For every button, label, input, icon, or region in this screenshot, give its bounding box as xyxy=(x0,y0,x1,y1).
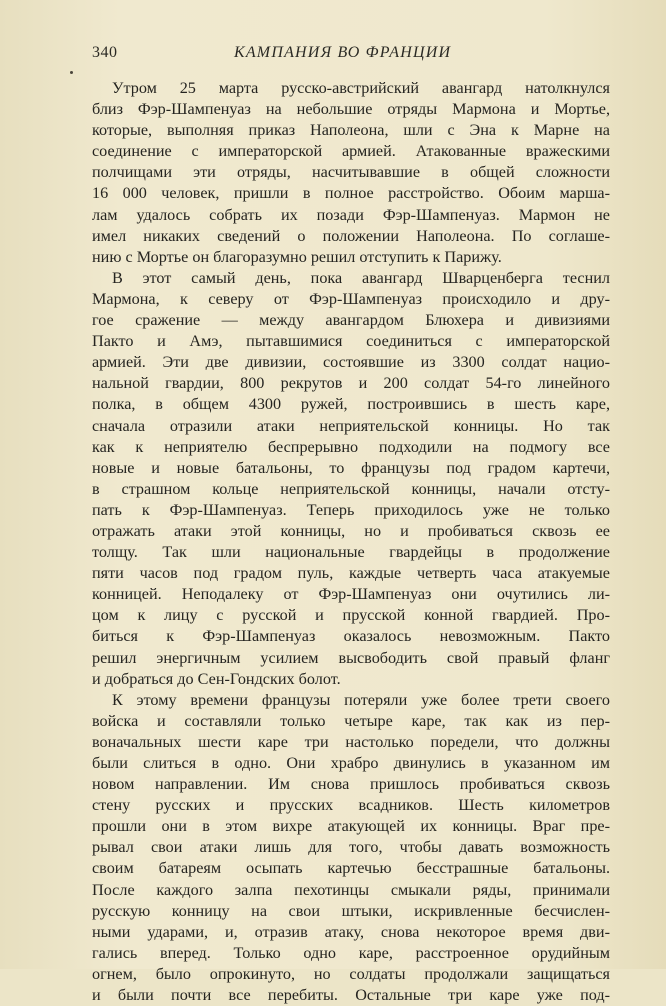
text-line: гались вперед. Только одно каре, расстроенное орудийным xyxy=(92,943,610,962)
text-line: В этот самый день, пока авангард Шварценберга теснил xyxy=(112,268,610,287)
text-line: новые и новые батальоны, то французы под градом картечи, xyxy=(92,458,610,477)
text-line: толщу. Так шли национальные гвардейцы в продолжение xyxy=(92,543,610,562)
text-line: конницей. Неподалеку от Фэр-Шампенуаз они очутились ли- xyxy=(92,585,610,604)
text-line: После каждого залпа пехотинцы смыкали ряды, принимали xyxy=(92,880,610,899)
text-line: гое сражение — между авангардом Блюхера и дивизиями xyxy=(92,311,610,330)
text-line: как к неприятелю беспрерывно подходили на подмогу все xyxy=(92,437,610,456)
text-line: имел никаких сведений о положении Наполеона. По соглаше- xyxy=(92,226,610,245)
text-line: русскую конницу на свои штыки, искривленные бесчислен- xyxy=(92,901,610,920)
text-line: воначальных шести каре три настолько поредели, что должны xyxy=(92,732,610,751)
text-line: которые, выполняя приказ Наполеона, шли с Эна к Марне на xyxy=(92,121,610,140)
text-line: своим батареям осыпать картечью бесстрашные батальоны. xyxy=(92,859,610,878)
text-line: в страшном кольце неприятельской конницы, начали отсту- xyxy=(92,479,610,498)
text-line: войска и составляли только четыре каре, так как из пер- xyxy=(92,711,610,730)
text-line: лам удалось собрать их позади Фэр-Шампенуаз. Мармон не xyxy=(92,205,610,224)
text-line: армией. Эти две дивизии, состоявшие из 3300 солдат нацио- xyxy=(92,353,610,372)
text-line: нию с Мортье он благоразумно решил отступить к Парижу. xyxy=(92,247,502,266)
page-header xyxy=(92,44,612,64)
text-line: ными ударами, и, отразив атаку, снова некоторое время дви- xyxy=(92,922,610,941)
margin-mark xyxy=(70,71,73,74)
page-number: 340 xyxy=(92,44,118,61)
text-line: решил энергичным усилием высвободить свой правый фланг xyxy=(92,648,610,667)
text-line: цом к лицу с русской и прусской конной гвардией. Про- xyxy=(92,606,610,625)
text-line: Пакто и Амэ, пытавшимися соединиться с императорской xyxy=(92,332,610,351)
text-line: прошли они в этом вихре атакующей их конницы. Враг пре- xyxy=(92,817,610,836)
text-line: огнем, было опрокинуто, но солдаты продолжали защищаться xyxy=(92,964,610,983)
text-line: отражать атаки этой конницы, но и пробиваться сквозь ее xyxy=(92,521,610,540)
text-line: новом направлении. Им снова пришлось пробиваться сквозь xyxy=(92,775,610,794)
text-line: биться к Фэр-Шампенуаз оказалось невозможным. Пакто xyxy=(92,627,610,646)
text-line: нальной гвардии, 800 рекрутов и 200 солдат 54-го линейного xyxy=(92,374,610,393)
body-text xyxy=(92,78,610,1006)
text-line: соединение с императорской армией. Атакованные вражескими xyxy=(92,142,610,161)
text-line: Мармона, к северу от Фэр-Шампенуаз происходило и дру- xyxy=(92,289,610,308)
text-line: близ Фэр-Шампенуаз на небольшие отряды Мармона и Мортье, xyxy=(92,100,610,119)
running-title: КАМПАНИЯ ВО ФРАНЦИИ xyxy=(234,44,452,61)
text-line: рывал свои атаки лишь для того, чтобы давать возможность xyxy=(92,838,610,857)
text-line: Утром 25 марта русско-австрийский авангард натолкнулся xyxy=(112,79,610,97)
text-line: полчищами эти отряды, насчитывавшие в общей сложности xyxy=(92,163,610,182)
text-line: пяти часов под градом пуль, каждые четверть часа атакуемые xyxy=(92,564,610,583)
text-line: стену русских и прусских всадников. Шесть километров xyxy=(92,796,610,815)
text-line: К этому времени французы потеряли уже более трети своего xyxy=(112,690,610,709)
text-line: и добраться до Сен-Гондских болот. xyxy=(92,669,341,688)
text-line: были слиться в одно. Они храбро двинулись в указанном им xyxy=(92,754,610,772)
text-line: полка, в общем 4300 ружей, построившись в шесть каре, xyxy=(92,395,610,414)
text-line: сначала отразили атаки неприятельской конницы. Но так xyxy=(92,416,610,435)
text-line: пать к Фэр-Шампенуаз. Теперь приходилось уже не только xyxy=(92,500,610,519)
text-line: 16 000 человек, пришли в полное расстройство. Обоим марша- xyxy=(92,184,610,203)
text-line: и были почти все перебиты. Остальные три каре уже под- xyxy=(92,986,610,1005)
